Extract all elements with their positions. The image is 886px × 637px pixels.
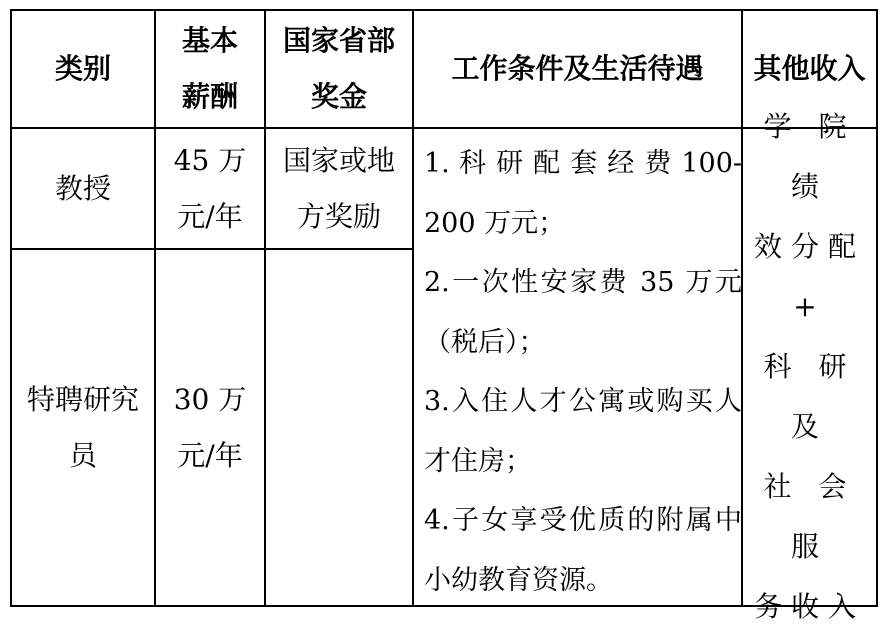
other-income-line-5: 务收入 bbox=[753, 590, 865, 623]
row-professor-award-line-1: 国家或地 bbox=[282, 143, 395, 177]
header-other-income-text: 其他收入 bbox=[753, 52, 866, 85]
row-professor-category bbox=[12, 129, 154, 248]
row-researcher-salary bbox=[156, 250, 264, 605]
row-professor-category-text: 教授 bbox=[54, 171, 111, 205]
compensation-table bbox=[10, 9, 878, 623]
table-border-right bbox=[876, 9, 878, 607]
conditions-item-3: 3.入住人才公寓或购买人才住房； bbox=[424, 386, 742, 477]
header-award-line-1: 国家省部 bbox=[282, 24, 395, 57]
row-professor-salary bbox=[156, 129, 264, 248]
header-award bbox=[266, 11, 412, 127]
row-professor-award bbox=[266, 129, 412, 248]
conditions-cell bbox=[424, 134, 742, 604]
header-award-line-2: 奖金 bbox=[310, 80, 367, 113]
row-professor-salary-line-2: 元/年 bbox=[177, 199, 243, 233]
other-income-line-3: 科 研 及 bbox=[763, 350, 856, 443]
row-researcher-salary-line-2: 元/年 bbox=[177, 438, 243, 472]
header-base-salary-line-2: 薪酬 bbox=[181, 80, 238, 113]
conditions-item-2: 2.一次性安家费 35 万元（税后）； bbox=[424, 267, 742, 358]
row-researcher-category bbox=[12, 250, 154, 605]
conditions-item-1: 1. 科 研 配 套 经 费 100-200 万元； bbox=[424, 148, 742, 239]
other-income-cell bbox=[743, 110, 876, 623]
row-researcher-category-line-1: 特聘研究 bbox=[26, 382, 139, 416]
header-base-salary bbox=[156, 11, 264, 127]
row-researcher-salary-line-1: 30 万 bbox=[173, 382, 247, 416]
header-conditions-text: 工作条件及生活待遇 bbox=[451, 52, 704, 85]
header-base-salary-line-1: 基本 bbox=[181, 24, 238, 57]
conditions-item-4: 4.子女享受优质的附属中小幼教育资源。 bbox=[424, 505, 742, 596]
other-income-line-2: 效分配+ bbox=[753, 230, 865, 323]
header-conditions bbox=[414, 11, 741, 127]
row-professor-salary-line-1: 45 万 bbox=[173, 143, 247, 177]
row-researcher-category-line-2: 员 bbox=[68, 438, 97, 472]
header-category-text: 类别 bbox=[54, 52, 111, 85]
other-income-line-4: 社 会 服 bbox=[763, 470, 856, 563]
row-professor-award-line-2: 方奖励 bbox=[296, 199, 381, 233]
header-category bbox=[12, 11, 154, 127]
other-income-line-1: 学 院 绩 bbox=[763, 110, 856, 203]
